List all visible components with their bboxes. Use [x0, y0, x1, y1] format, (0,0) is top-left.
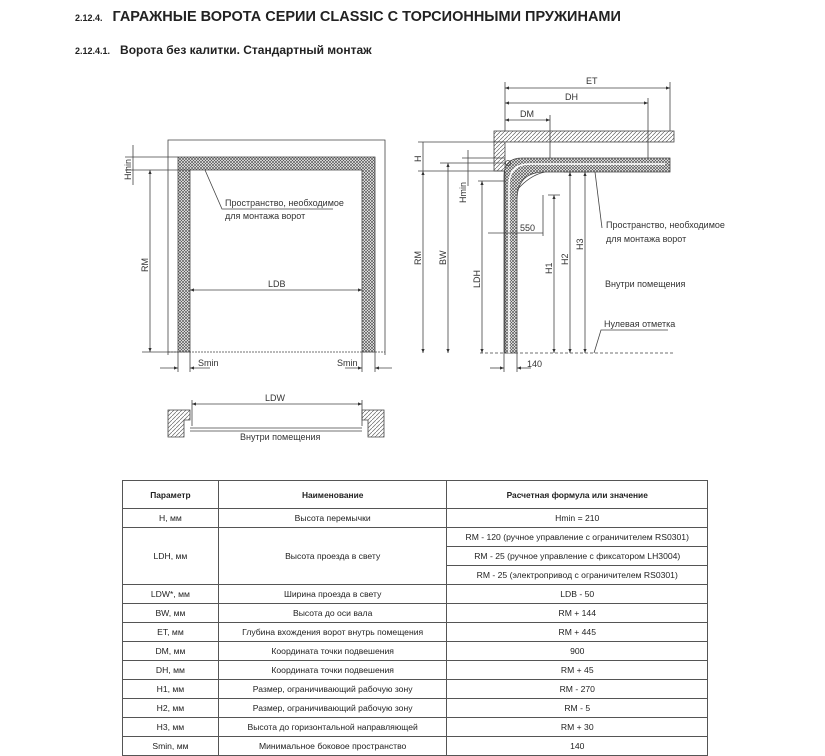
subsection-title: 2.12.4.1. Ворота без калитки. Стандартный монтаж	[75, 43, 372, 57]
table-row: RM - 25 (ручное управление с фиксатором LH3004)	[123, 547, 708, 566]
dim-550-label: 550	[520, 223, 536, 233]
hmin-side-label: Hmin	[458, 181, 468, 203]
rm-side-label: RM	[413, 251, 423, 265]
zero-mark-label: Нулевая отметка	[604, 319, 676, 329]
table-row: H1, мм Размер, ограничивающий рабочую зону RM - 270	[123, 680, 708, 699]
table-row: H2, мм Размер, ограничивающий рабочую зону RM - 5	[123, 699, 708, 718]
ldb-label: LDB	[268, 279, 286, 289]
dh-label: DH	[565, 92, 578, 102]
side-space-note-line2: для монтажа ворот	[606, 234, 687, 244]
space-note-line1: Пространство, необходимое	[225, 198, 344, 208]
table-row: LDW*, мм Ширина проезда в свету LDB - 50	[123, 585, 708, 604]
h3-label: H3	[575, 238, 585, 250]
inside-room-label: Внутри помещения	[240, 432, 321, 442]
table-row: H3, мм Высота до горизонтальной направляющей RM + 30	[123, 718, 708, 737]
smin-left-label: Smin	[198, 358, 219, 368]
smin-right-label: Smin	[337, 358, 358, 368]
table-row: LDH, мм Высота проезда в свету RM - 120 (ручное управление с ограничителем RS0301)	[123, 528, 708, 547]
table-row: BW, мм Высота до оси вала RM + 144	[123, 604, 708, 623]
hmin-label: Hmin	[123, 158, 133, 180]
table-row: DM, мм Координата точки подвешения 900	[123, 642, 708, 661]
side-space-note-line1: Пространство, необходимое	[606, 220, 725, 230]
dim-140-label: 140	[527, 359, 543, 369]
ldh-label: LDH	[472, 269, 482, 288]
dm-label: DM	[520, 109, 534, 119]
table-row: H, мм Высота перемычки Hmin = 210	[123, 509, 708, 528]
space-note-line2: для монтажа ворот	[225, 211, 306, 221]
table-row: Smin, мм Минимальное боковое пространство 140	[123, 737, 708, 756]
h-label: H	[413, 155, 423, 162]
side-inside-room-label: Внутри помещения	[605, 279, 686, 289]
h2-label: H2	[560, 253, 570, 265]
front-view	[125, 140, 392, 372]
table-row: RM - 25 (электропривод с ограничителем RS0301)	[123, 566, 708, 585]
section-title: 2.12.4. ГАРАЖНЫЕ ВОРОТА СЕРИИ CLASSIC С ТОРСИОННЫМИ ПРУЖИНАМИ	[75, 9, 621, 25]
rm-label: RM	[140, 258, 150, 272]
parameters-table	[122, 480, 708, 756]
bw-label: BW	[438, 250, 448, 265]
h1-label: H1	[544, 262, 554, 274]
table-row: DH, мм Координата точки подвешения RM + 45	[123, 661, 708, 680]
table-row: ET, мм Глубина вхождения ворот внутрь помещения RM + 445	[123, 623, 708, 642]
et-label: ET	[586, 76, 598, 86]
ldw-label: LDW	[265, 393, 285, 403]
table-header-row: Параметр Наименование Расчетная формула или значение	[123, 481, 708, 509]
